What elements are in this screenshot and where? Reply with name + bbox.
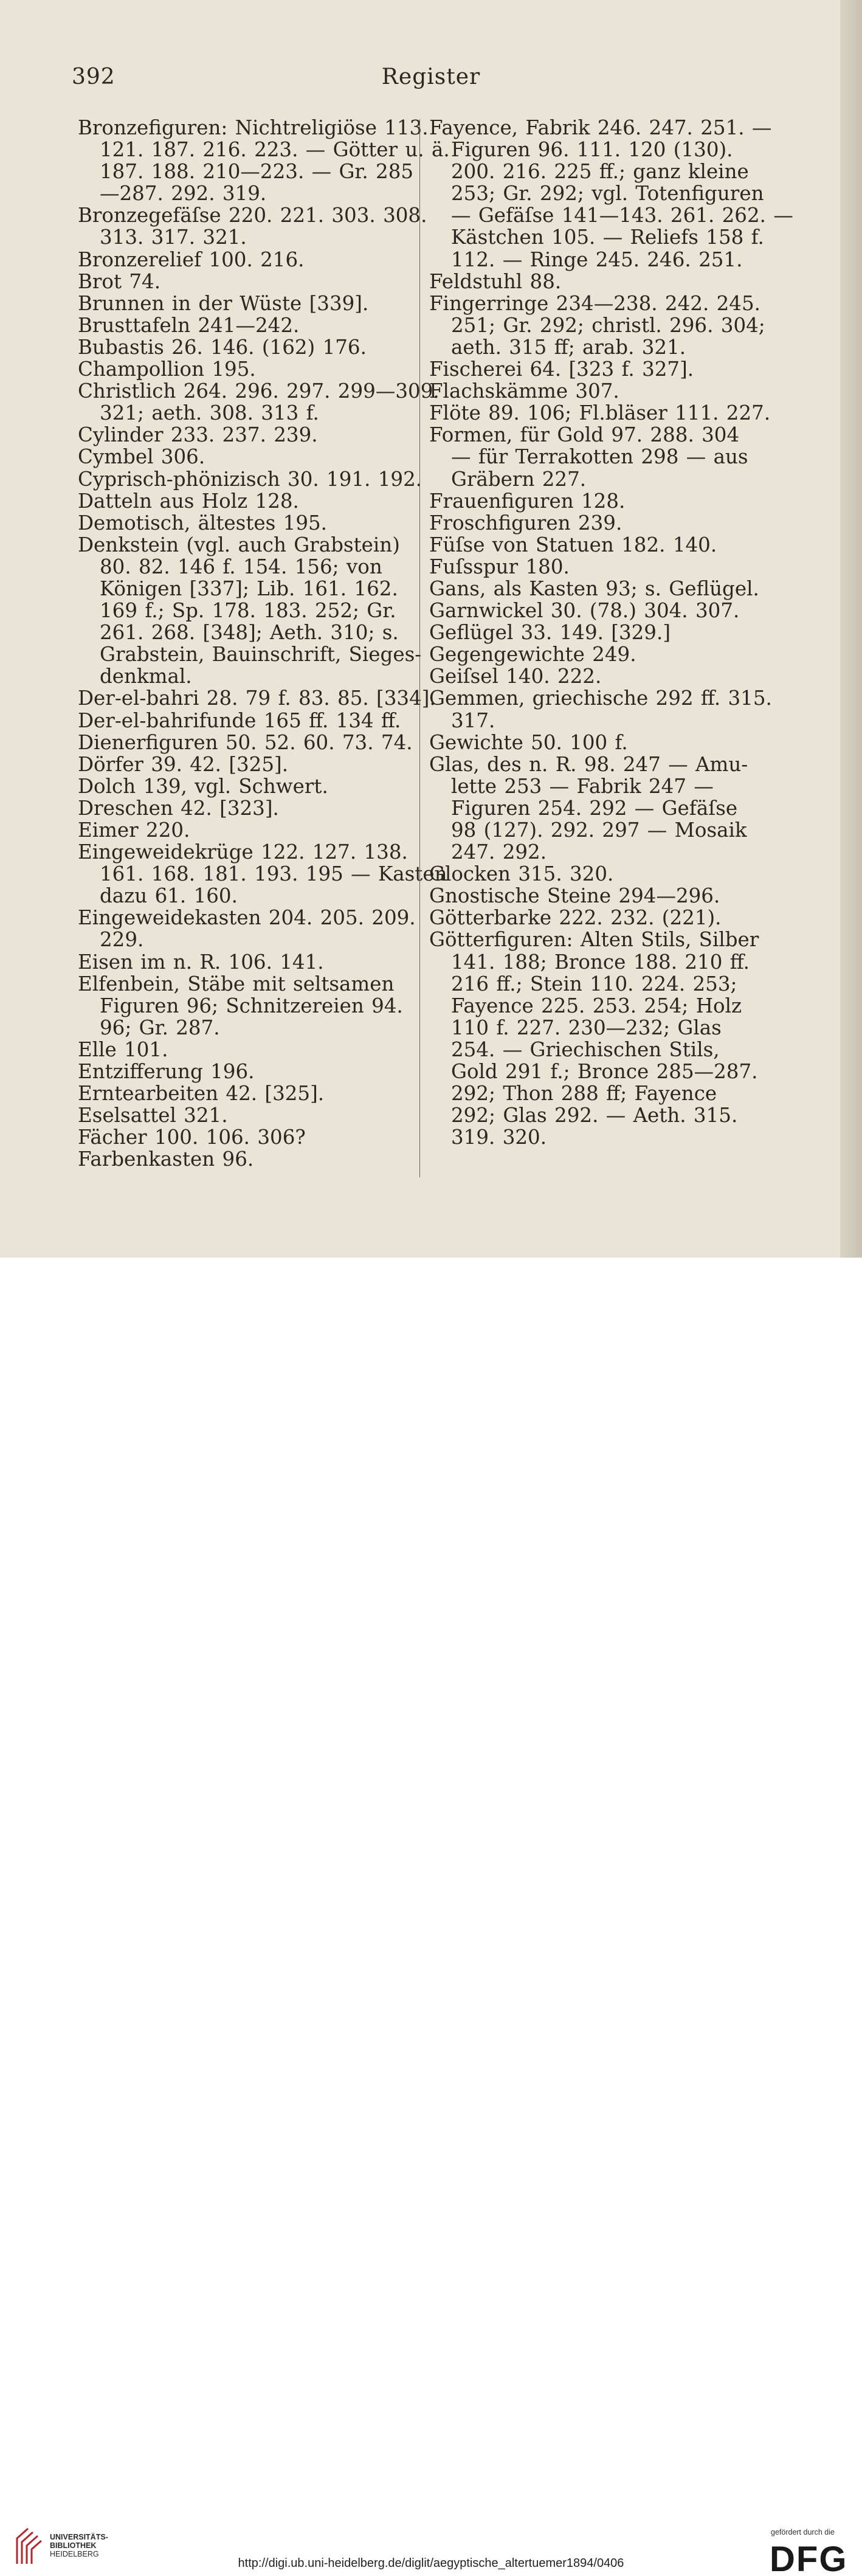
university-library-name	[50, 2533, 108, 2558]
index-entry-headword-line: Cymbel 306.	[78, 445, 205, 469]
index-entry-headword-line: Brot 74.	[78, 269, 161, 293]
index-entry-headword-line: Demotisch, ältestes 195.	[78, 511, 328, 535]
index-entry-headword-line: Brunnen in der Wüste [339].	[78, 291, 369, 315]
index-entry	[429, 907, 764, 929]
index-entry-continuation: 169 f.; Sp. 178. 183. 252; Gr.	[100, 599, 396, 623]
index-entry-headword-line: Eimer 220.	[78, 819, 190, 842]
index-entry	[429, 293, 764, 358]
index-entry-continuation: 247. 292.	[451, 840, 547, 864]
index-entry-headword-line: Eisen im n. R. 106. 141.	[78, 950, 324, 974]
index-entry-headword-line: Denkstein (vgl. auch Grabstein)	[78, 533, 400, 556]
index-entry	[429, 556, 764, 578]
index-entry	[429, 116, 793, 271]
index-entry-headword-line: Dolch 139, vgl. Schwert.	[78, 774, 328, 798]
index-entry-continuation: Fayence 225. 253. 254; Holz	[451, 994, 742, 1017]
index-entry-headword-line: Glocken 315. 320.	[429, 862, 614, 886]
index-entry-headword-line: Gegengewichte 249.	[429, 643, 636, 667]
index-entry	[78, 951, 412, 973]
index-entry-continuation: 313. 317. 321.	[100, 226, 247, 249]
index-entry-continuation: 261. 268. [348]; Aeth. 310; s.	[100, 621, 399, 645]
institution-line-1: UNIVERSITÄTS-	[50, 2533, 108, 2541]
index-entry-headword-line: Götterfiguren: Alten Stils, Silber	[429, 928, 759, 952]
index-entry-headword-line: Bronzerelief 100. 216.	[78, 248, 305, 271]
index-entry-continuation: 110 f. 227. 230—232; Glas	[451, 1016, 722, 1039]
index-entry-continuation: Kästchen 105. — Reliefs 158 f.	[451, 226, 764, 249]
index-entry-headword-line: Garnwickel 30. (78.) 304. 307.	[429, 599, 740, 623]
index-entry	[78, 819, 412, 841]
index-entry	[78, 1126, 412, 1148]
index-entry	[78, 906, 416, 952]
index-entry	[78, 467, 422, 491]
index-entry-continuation: 216 ff.; Stein 110. 224. 253;	[451, 972, 737, 995]
index-entry-continuation: 112. — Ringe 245. 246. 251.	[451, 248, 743, 271]
index-entry-headword-line: Cyprisch-phönizisch 30. 191. 192.	[78, 467, 422, 491]
index-entry-headword-line: Der-el-bahri 28. 79 f. 83. 85. [334].	[78, 687, 436, 710]
index-entry-headword-line: Gewichte 50. 100 f.	[429, 730, 628, 754]
funding-caption: gefördert durch die	[771, 2528, 835, 2536]
index-entry	[429, 687, 772, 732]
index-entry	[78, 358, 412, 380]
index-entry	[429, 665, 764, 687]
index-entry-continuation: 319. 320.	[451, 1126, 547, 1149]
index-entry-headword-line: Elfenbein, Stäbe mit seltsamen	[78, 972, 395, 995]
index-entry-continuation: 292; Glas 292. — Aeth. 315.	[451, 1104, 738, 1127]
index-entry	[429, 600, 764, 621]
index-entry-continuation: 187. 188. 210—223. — Gr. 285	[100, 160, 414, 184]
index-entry-continuation: 96; Gr. 287.	[100, 1016, 220, 1039]
index-entry	[429, 578, 764, 600]
index-entry	[78, 446, 412, 468]
index-entry	[78, 249, 412, 271]
index-entry	[78, 379, 440, 425]
index-entry-continuation: Grabstein, Bauinschrift, Sieges-	[100, 643, 422, 667]
index-entry-continuation: 253; Gr. 292; vgl. Totenfiguren	[451, 182, 764, 206]
index-entry-headword-line: Dreschen 42. [323].	[78, 796, 279, 820]
index-entry-headword-line: Eingeweidekrüge 122. 127. 138.	[78, 840, 408, 864]
index-entry-continuation: 98 (127). 292. 297 — Mosaik	[451, 819, 747, 842]
index-entry	[429, 358, 764, 380]
index-entry	[429, 512, 764, 534]
permalink-url[interactable]: http://digi.ub.uni-heidelberg.de/diglit/aegyptische_altertuemer1894/0406	[238, 2557, 624, 2570]
index-entry	[78, 797, 412, 819]
column-divider	[419, 119, 420, 1177]
index-entry-headword-line: Flachskämme 307.	[429, 379, 619, 403]
index-entry-continuation: Königen [337]; Lib. 161. 162.	[100, 576, 398, 600]
institution-line-3: HEIDELBERG	[50, 2550, 99, 2558]
index-entry-headword-line: Eingeweidekasten 204. 205. 209.	[78, 906, 416, 930]
index-entry	[78, 710, 412, 732]
index-entry	[78, 973, 412, 1039]
index-entry-headword-line: Feldstuhl 88.	[429, 269, 562, 293]
index-entry-headword-line: Glas, des n. R. 98. 247 — Amu-	[429, 752, 748, 776]
index-entry	[429, 424, 764, 490]
index-entry-headword-line: Geflügel 33. 149. [329.]	[429, 621, 671, 645]
index-entry-continuation: lette 253 — Fabrik 247 —	[451, 774, 714, 798]
index-entry-headword-line: Brusttafeln 241—242.	[78, 313, 300, 337]
index-entry-continuation: —287. 292. 319.	[100, 182, 267, 206]
index-entry-continuation: 229.	[100, 928, 144, 952]
index-entry	[78, 293, 412, 314]
index-entry-headword-line: Elle 101.	[78, 1037, 168, 1061]
index-entry	[78, 424, 412, 446]
index-entry	[429, 643, 764, 665]
index-entry-headword-line: Fayence, Fabrik 246. 247. 251. —	[429, 116, 772, 139]
running-head-title: Register	[381, 64, 481, 89]
index-entry-continuation: 121. 187. 216. 223. — Götter u. ä.	[100, 138, 450, 162]
index-entry	[78, 271, 412, 293]
index-entry	[429, 401, 771, 425]
index-entry	[429, 732, 764, 753]
index-entry-headword-line: Fuſsspur 180.	[429, 555, 570, 578]
index-entry-headword-line: Gans, als Kasten 93; s. Geflügel.	[429, 576, 759, 600]
index-entry-headword-line: Gemmen, griechische 292 ff. 315.	[429, 687, 772, 710]
index-entry	[429, 929, 764, 1148]
index-entry	[78, 1104, 412, 1126]
index-entry	[78, 687, 436, 710]
index-entry-headword-line: Entzifferung 196.	[78, 1060, 255, 1084]
index-entry-headword-line: Der-el-bahrifunde 165 ff. 134 ff.	[78, 708, 401, 732]
index-entry-continuation: Figuren 96. 111. 120 (130).	[451, 138, 733, 162]
index-entry-headword-line: Bronzegefäſse 220. 221. 303. 308.	[78, 204, 427, 227]
index-entry-headword-line: Christlich 264. 296. 297. 299—309.	[78, 379, 440, 403]
index-entry-headword-line: Datteln aus Holz 128.	[78, 489, 299, 513]
digitization-footer	[0, 1258, 862, 2576]
index-entry	[429, 885, 764, 907]
index-entry-continuation: Gold 291 f.; Bronce 285—287.	[451, 1060, 758, 1084]
index-entry-headword-line: Füſse von Statuen 182. 140.	[429, 533, 717, 556]
index-entry-continuation: Figuren 96; Schnitzereien 94.	[100, 994, 403, 1017]
index-entry-headword-line: Gnostische Steine 294—296.	[429, 884, 720, 908]
index-entry-continuation: aeth. 315 ff; arab. 321.	[451, 335, 686, 359]
index-entry-headword-line: Dienerfiguren 50. 52. 60. 73. 74.	[78, 730, 413, 754]
index-entry	[78, 840, 447, 908]
index-entry	[78, 512, 412, 534]
index-column-left	[78, 116, 450, 1171]
institution-line-2: BIBLIOTHEK	[50, 2541, 97, 2550]
index-entry	[78, 775, 412, 797]
index-entry	[429, 534, 764, 556]
index-entry-headword-line: Eselsattel 321.	[78, 1104, 228, 1127]
index-entry-headword-line: Farbenkasten 96.	[78, 1148, 254, 1171]
index-entry	[78, 1148, 412, 1170]
index-entry	[78, 336, 412, 358]
index-entry-headword-line: Dörfer 39. 42. [325].	[78, 752, 289, 776]
index-entry-continuation: 80. 82. 146 f. 154. 156; von	[100, 555, 382, 578]
index-entry-continuation: 292; Thon 288 ff; Fayence	[451, 1082, 717, 1106]
index-entry	[429, 753, 764, 863]
index-column-right	[429, 116, 793, 1149]
index-entry-continuation: — für Terrakotten 298 — aus	[451, 445, 748, 469]
index-entry-headword-line: Froschfiguren 239.	[429, 511, 622, 535]
index-entry	[78, 314, 412, 336]
index-entry-continuation: dazu 61. 160.	[100, 884, 238, 908]
page-number: 392	[72, 64, 116, 89]
index-entry-continuation: 321; aeth. 308. 313 f.	[100, 401, 319, 425]
index-entry-continuation: — Gefäſse 141—143. 261. 262. —	[451, 204, 793, 227]
index-entry	[429, 490, 764, 512]
index-entry-headword-line: Fischerei 64. [323 f. 327].	[429, 358, 694, 381]
index-entry-headword-line: Fächer 100. 106. 306?	[78, 1126, 306, 1149]
index-entry-headword-line: Formen, für Gold 97. 288. 304	[429, 423, 740, 447]
index-entry	[429, 863, 764, 885]
index-entry-continuation: 317.	[451, 708, 495, 732]
index-entry	[78, 1061, 412, 1082]
index-entry-continuation: 251; Gr. 292; christl. 296. 304;	[451, 313, 765, 337]
index-entry-headword-line: Champollion 195.	[78, 358, 256, 381]
book-page	[0, 0, 862, 1258]
index-entry	[78, 1039, 412, 1061]
index-entry-headword-line: Bronzefiguren: Nichtreligiöse 113.	[78, 116, 429, 139]
index-entry-headword-line: Bubastis 26. 146. (162) 176.	[78, 335, 367, 359]
index-entry-headword-line: Frauenfiguren 128.	[429, 489, 626, 513]
index-entry	[78, 1082, 412, 1104]
index-entry-headword-line: Cylinder 233. 237. 239.	[78, 423, 318, 447]
index-entry-continuation: 161. 168. 181. 193. 195 — Kasten	[100, 862, 447, 886]
index-entry-headword-line: Götterbarke 222. 232. (221).	[429, 906, 722, 930]
index-entry	[78, 490, 412, 512]
index-entry	[429, 621, 764, 643]
index-entry-continuation: Figuren 254. 292 — Gefäſse	[451, 796, 738, 820]
index-entry	[78, 204, 427, 249]
index-entry	[429, 271, 764, 293]
index-entry-continuation: 141. 188; Bronce 188. 210 ff.	[451, 950, 750, 974]
dfg-logo-icon	[768, 2538, 853, 2576]
index-entry-continuation: 200. 216. 225 ff.; ganz kleine	[451, 160, 749, 184]
dfg-logo-text: DFG	[770, 2540, 848, 2576]
index-entry-headword-line: Geiſsel 140. 222.	[429, 665, 602, 688]
index-entry-continuation: denkmal.	[100, 665, 192, 688]
index-entry-continuation: Gräbern 227.	[451, 467, 587, 491]
index-entry-headword-line: Erntearbeiten 42. [325].	[78, 1082, 325, 1106]
index-entry	[78, 753, 412, 775]
index-entry-headword-line: Fingerringe 234—238. 242. 245.	[429, 291, 760, 315]
index-entry-headword-line: Flöte 89. 106; Fl.bläser 111. 227.	[429, 401, 771, 425]
index-entry	[78, 533, 422, 688]
page-edge	[840, 0, 862, 1258]
index-entry-continuation: 254. — Griechischen Stils,	[451, 1037, 720, 1061]
index-entry	[429, 380, 764, 402]
index-entry	[78, 116, 450, 206]
index-entry	[78, 732, 412, 753]
